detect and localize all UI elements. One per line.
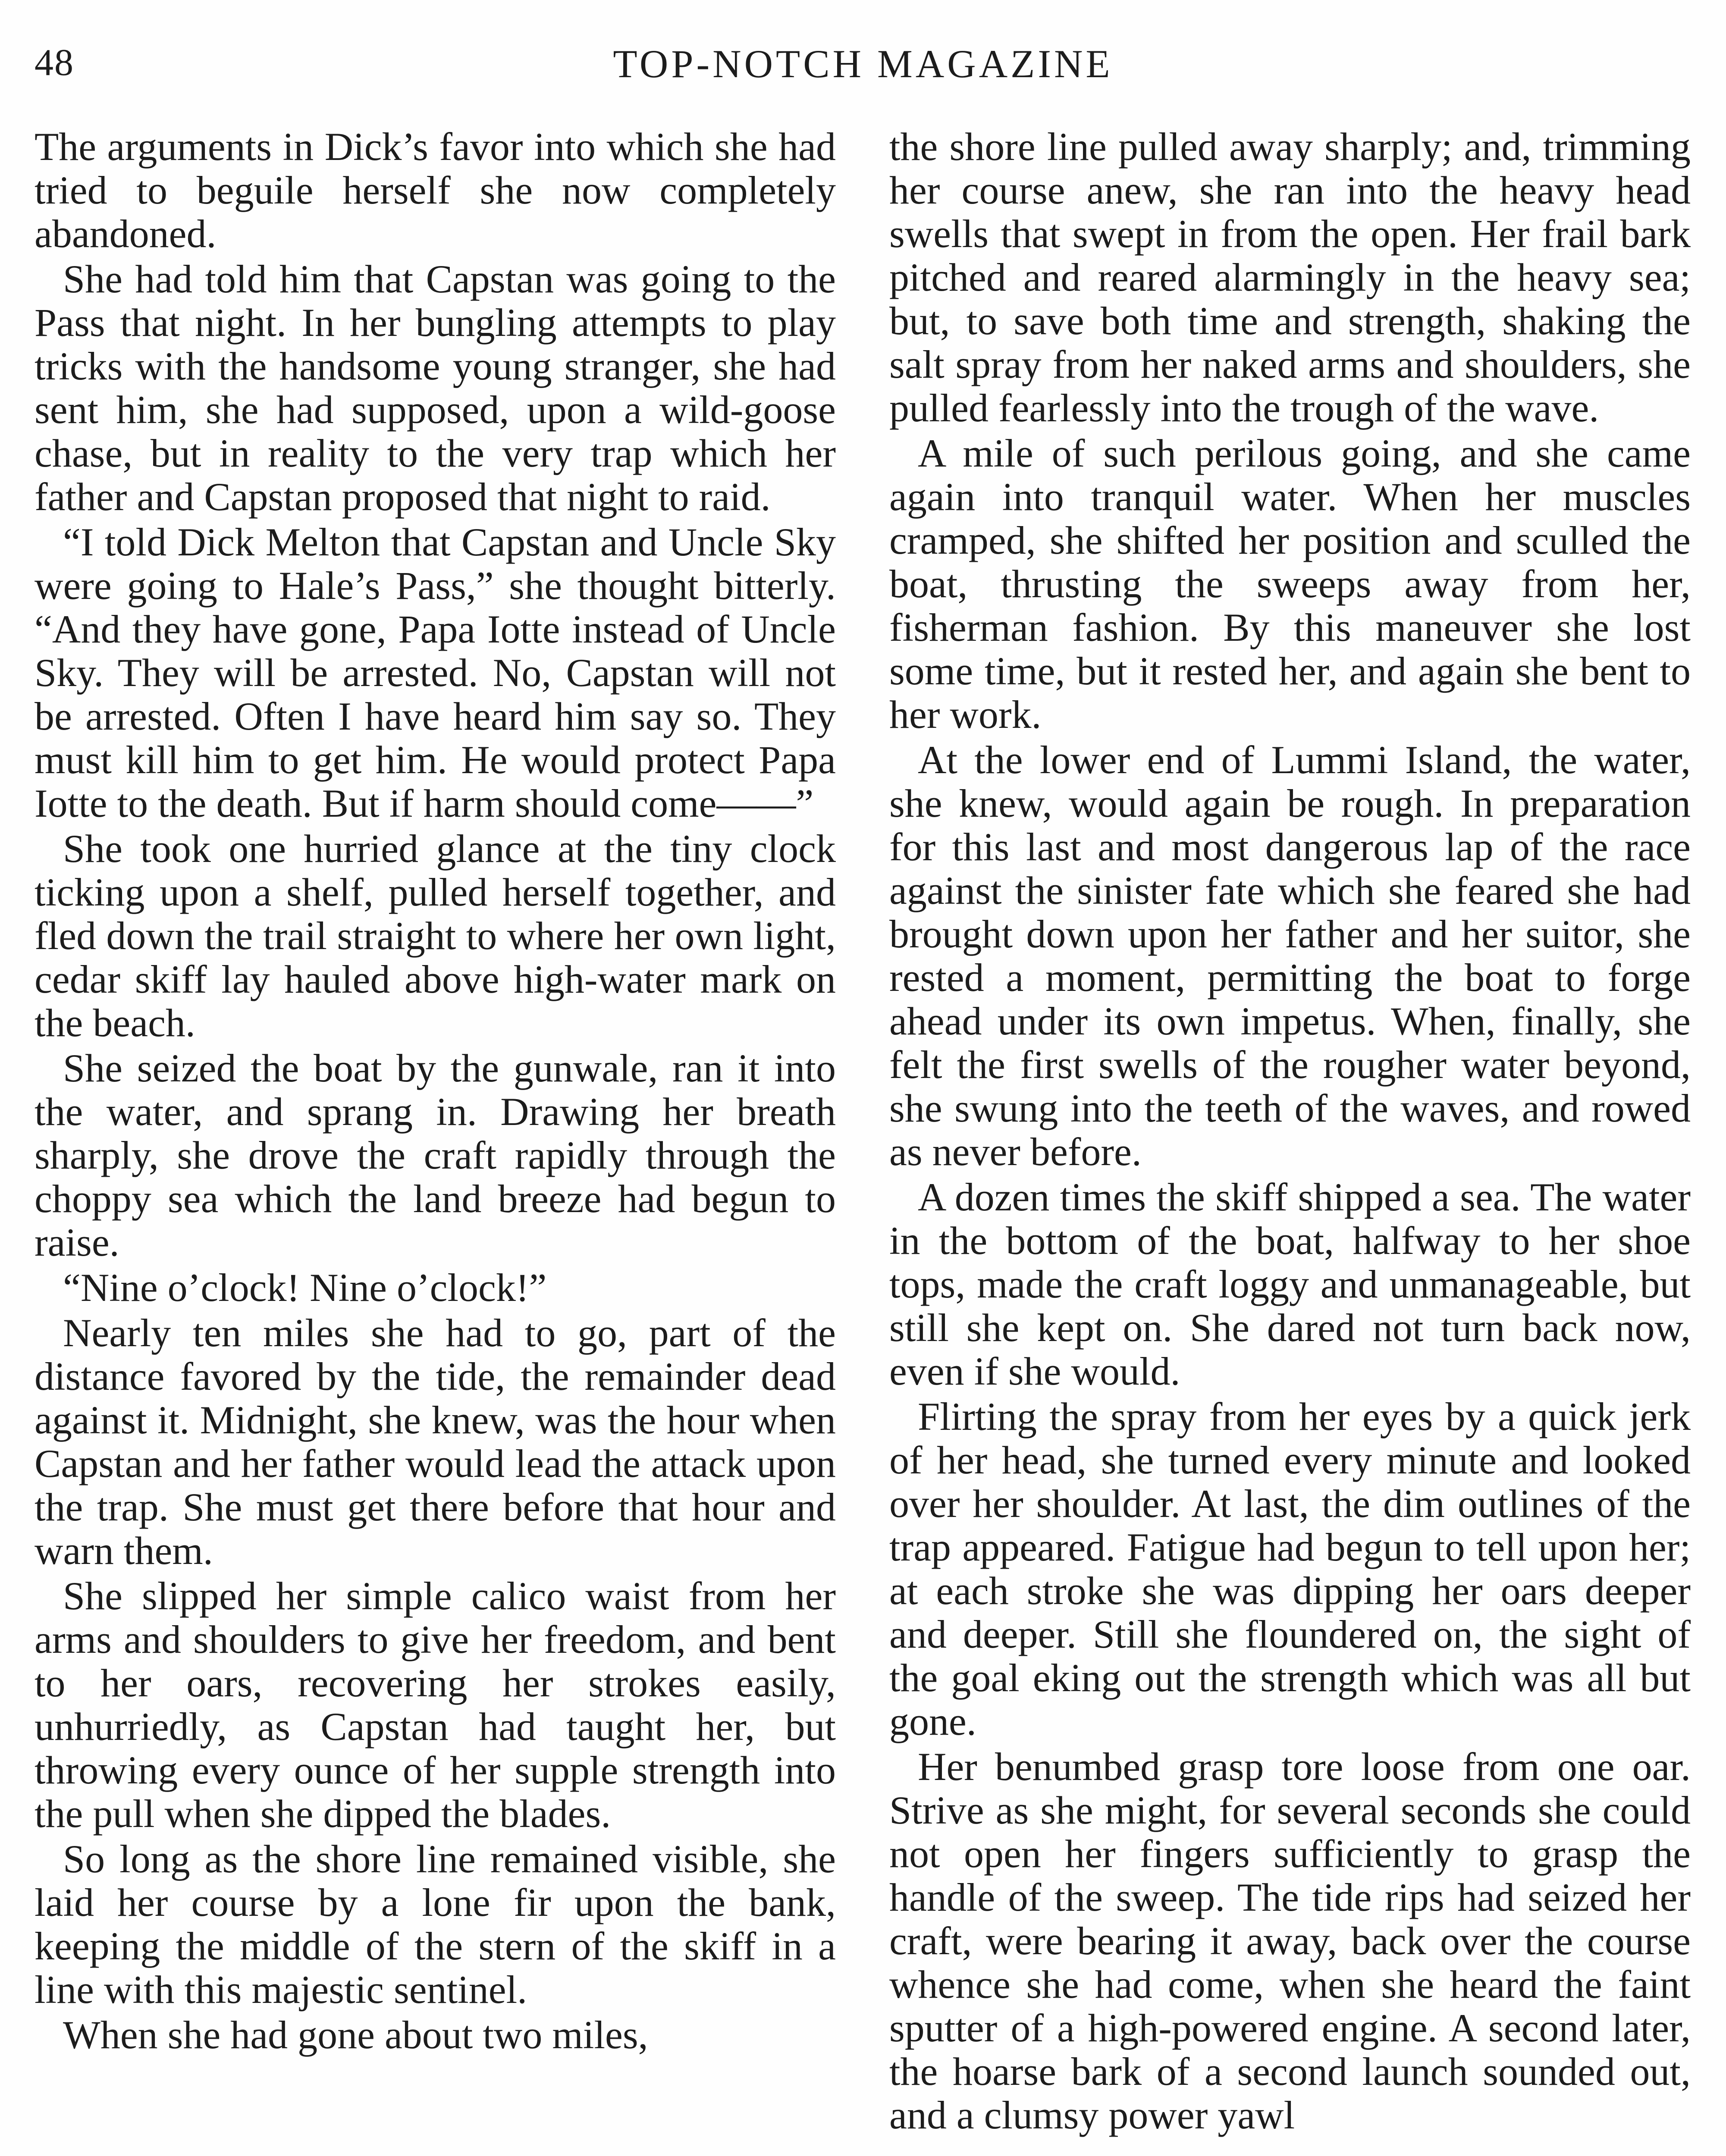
left-column xyxy=(35,125,836,2156)
paragraph: Nearly ten miles she had to go, part of the distance favored by the tide, the remainder dead against it. Midnight, she knew, was the hour when Capstan and her father would lead the attack upon the trap. She must get there before that hour and warn them. xyxy=(35,1311,836,1573)
paragraph: Flirting the spray from her eyes by a quick jerk of her head, she turned every minute and looked over her shoulder. At last, the dim outlines of the trap appeared. Fatigue had begun to tell upon her; at each stroke she was dipping her oars deeper and deeper. Still she floundered on, the sight of the goal eking out the strength which was all but gone. xyxy=(889,1395,1691,1743)
paragraph: the shore line pulled away sharply; and, trimming her course anew, she ran into the heavy head swells that swept in from the open. Her frail bark pitched and reared alarmingly in the heavy sea; but, to save both time and strength, shaking the salt spray from her naked arms and shoulders, she pulled fearlessly into the trough of the wave. xyxy=(889,125,1691,430)
paragraph: A mile of such perilous going, and she came again into tranquil water. When her muscles cramped, she shifted her position and sculled the boat, thrusting the sweeps away from her, fisherman fashion. By this maneuver she lost some time, but it rested her, and again she bent to her work. xyxy=(889,431,1691,736)
paragraph: At the lower end of Lummi Island, the water, she knew, would again be rough. In preparation for this last and most dangerous lap of the race against the sinister fate which she feared she had brought down upon her father and her suitor, she rested a moment, permitting the boat to forge ahead under its own impetus. When, finally, she felt the first swells of the rougher water beyond, she swung into the teeth of the waves, and rowed as never before. xyxy=(889,738,1691,1174)
running-head: TOP-NOTCH MAGAZINE xyxy=(613,42,1113,86)
page-header xyxy=(35,41,1691,101)
right-column xyxy=(889,125,1691,2156)
paragraph: So long as the shore line remained visible, she laid her course by a lone fir upon the bank, keeping the middle of the stern of the skiff in a line with this majestic sentinel. xyxy=(35,1837,836,2012)
paragraph: She slipped her simple calico waist from her arms and shoulders to give her freedom, and bent to her oars, recovering her strokes easily, unhurriedly, as Capstan had taught her, but throwing every ounce of her supple strength into the pull when she dipped the blades. xyxy=(35,1574,836,1836)
paragraph: She seized the boat by the gunwale, ran it into the water, and sprang in. Drawing her breath sharply, she drove the craft rapidly through the choppy sea which the land breeze had begun to raise. xyxy=(35,1046,836,1264)
paragraph: A dozen times the skiff shipped a sea. The water in the bottom of the boat, halfway to her shoe tops, made the craft loggy and unmanageable, but still she kept on. She dared not turn back now, even if she would. xyxy=(889,1175,1691,1393)
paragraph: She had told him that Capstan was going to the Pass that night. In her bungling attempts to play tricks with the handsome young stranger, she had sent him, she had supposed, upon a wild-goose chase, but in reality to the very trap which her father and Capstan proposed that night to raid. xyxy=(35,257,836,519)
page-number: 48 xyxy=(35,42,74,84)
paragraph: “I told Dick Melton that Capstan and Uncle Sky were going to Hale’s Pass,” she thought bitterly. “And they have gone, Papa Iotte instead of Uncle Sky. They will be arrested. No, Capstan will not be arrested. Often I have heard him say so. They must kill him to get him. He would protect Papa Iotte to the death. But if harm should come——” xyxy=(35,520,836,825)
paragraph: When she had gone about two miles, xyxy=(63,2013,648,2057)
paragraph: She took one hurried glance at the tiny clock ticking upon a shelf, pulled herself together, and fled down the trail straight to where her own light, cedar skiff lay hauled above high-water mark on the beach. xyxy=(35,827,836,1045)
paragraph: Her benumbed grasp tore loose from one oar. Strive as she might, for several seconds she could not open her fingers sufficiently to grasp the handle of the sweep. The tide rips had seized her craft, were bearing it away, back over the course whence she had come, when she heard the faint sputter of a high-powered engine. A second later, the hoarse bark of a second launch sounded out, and a clumsy power yawl xyxy=(889,1745,1691,2137)
paragraph: “Nine o’clock! Nine o’clock!” xyxy=(63,1266,547,1310)
paragraph: The arguments in Dick’s favor into which she had tried to beguile herself she now completely abandoned. xyxy=(35,125,836,256)
